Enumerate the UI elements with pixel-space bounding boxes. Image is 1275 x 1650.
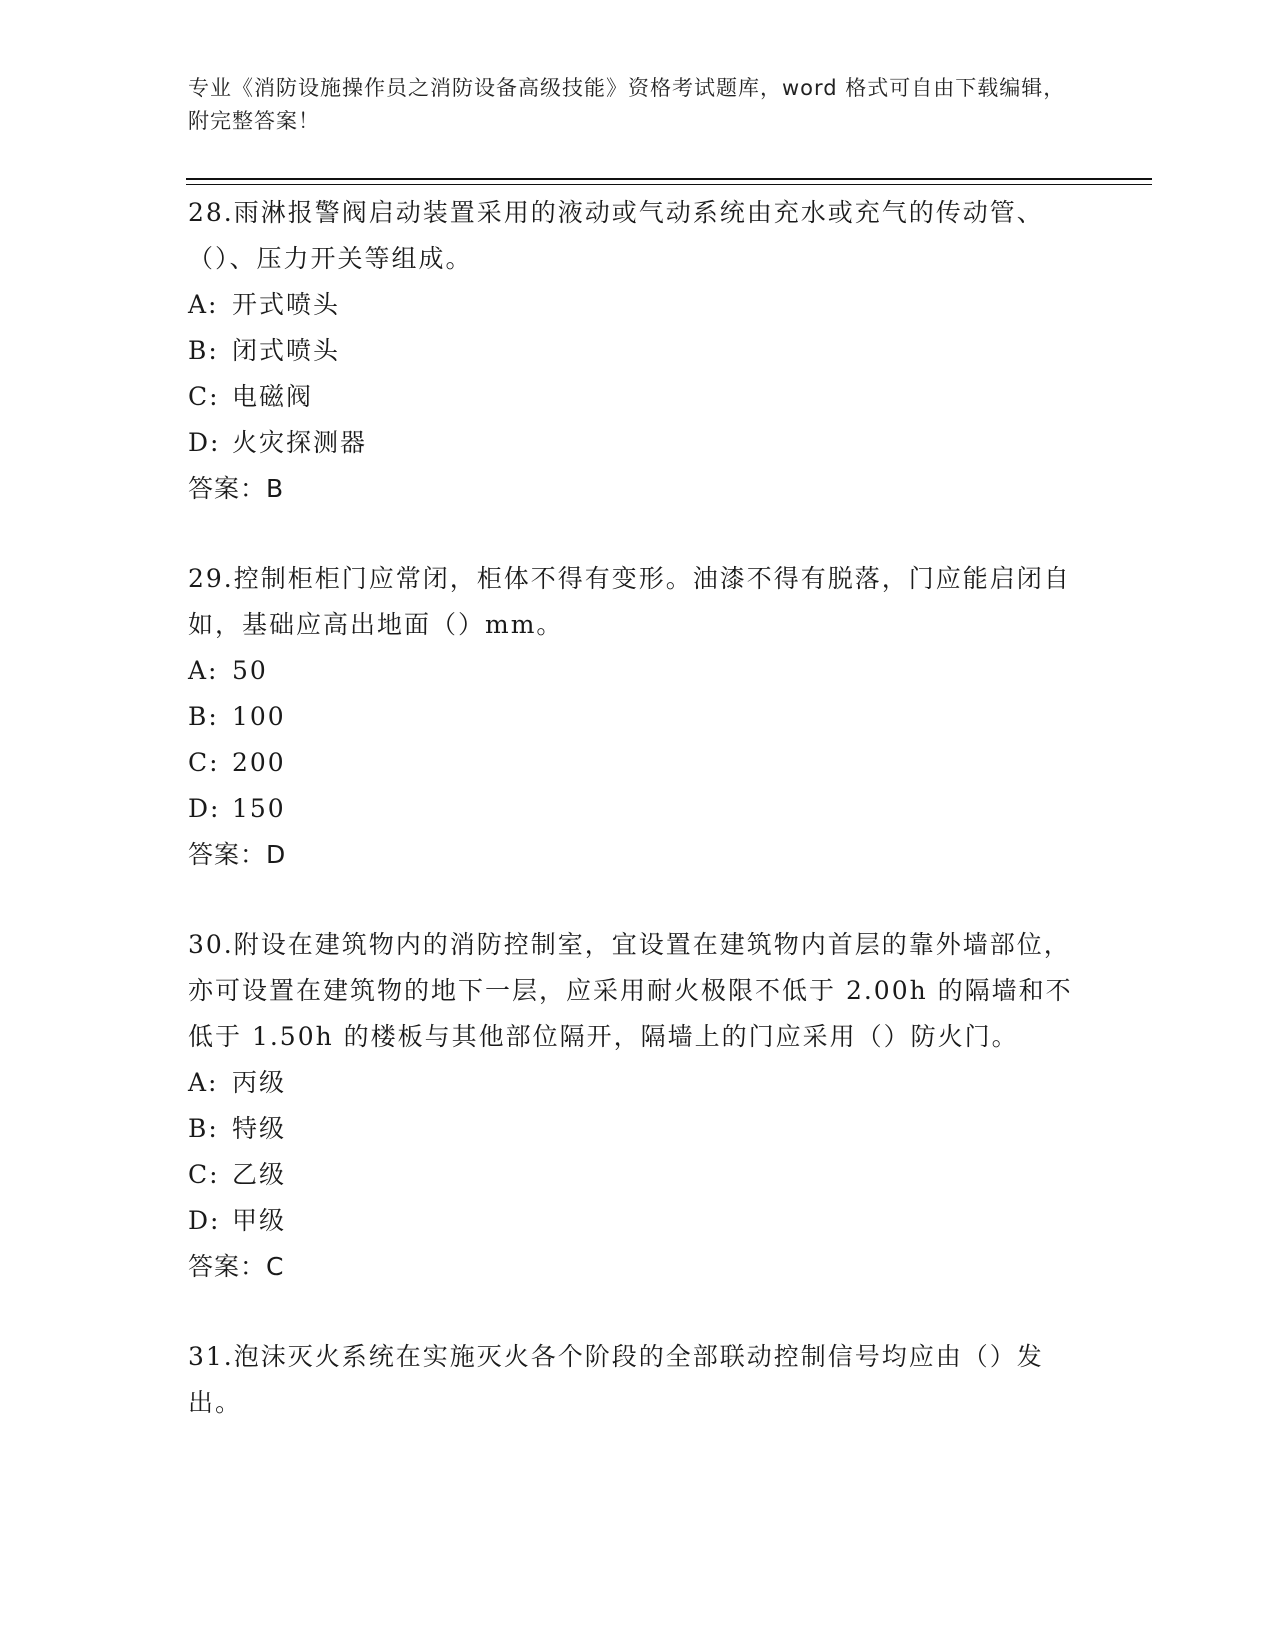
option-text: 50 (232, 656, 268, 685)
option-c (188, 740, 1088, 786)
option-text: 100 (232, 702, 286, 731)
option-a (188, 282, 1088, 328)
option-letter: C: (188, 382, 220, 411)
answer-label: 答案： (188, 1252, 267, 1281)
answer-label: 答案： (188, 474, 267, 503)
option-letter: A: (188, 1068, 219, 1097)
option-d (188, 786, 1088, 832)
document-header: 专业《消防设施操作员之消防设备高级技能》资格考试题库，word 格式可自由下载编辑，附完整答案！ (188, 76, 1066, 133)
option-text: 200 (232, 748, 286, 777)
question-stem: 31.泡沫灭火系统在实施灭火各个阶段的全部联动控制信号均应由（）发出。 (188, 1342, 1044, 1417)
option-text: 闭式喷头 (232, 336, 341, 365)
question-list (188, 190, 1088, 1470)
answer-value: C (266, 1252, 285, 1281)
option-a (188, 1060, 1088, 1106)
option-letter: B: (188, 702, 219, 731)
option-d (188, 420, 1088, 466)
option-letter: A: (188, 656, 219, 685)
question-stem: 30.附设在建筑物内的消防控制室，宜设置在建筑物内首层的靠外墙部位，亦可设置在建筑物的地下一层，应采用耐火极限不低于 2.00h 的隔墙和不低于 1.50h 的楼板与其他部位隔开，隔墙上的门应采用（）防火门。 (188, 930, 1073, 1051)
option-text: 甲级 (232, 1206, 287, 1235)
option-letter: B: (188, 336, 219, 365)
answer-line (188, 832, 1088, 878)
answer-line (188, 466, 1088, 512)
option-text: 火灾探测器 (232, 428, 368, 457)
option-b (188, 328, 1088, 374)
option-a (188, 648, 1088, 694)
option-letter: B: (188, 1114, 219, 1143)
option-text: 乙级 (232, 1160, 287, 1189)
header-divider-thin (186, 184, 1152, 185)
question-29 (188, 556, 1088, 878)
option-c (188, 1152, 1088, 1198)
option-letter: D: (188, 1206, 221, 1235)
option-d (188, 1198, 1088, 1244)
option-letter: C: (188, 748, 220, 777)
header-divider-thick (186, 178, 1152, 180)
option-text: 开式喷头 (232, 290, 341, 319)
question-28 (188, 190, 1088, 512)
question-30 (188, 922, 1088, 1290)
answer-line (188, 1244, 1088, 1290)
question-stem: 29.控制柜柜门应常闭，柜体不得有变形。油漆不得有脱落，门应能启闭自如，基础应高出地面（）mm。 (188, 564, 1071, 639)
option-text: 丙级 (232, 1068, 287, 1097)
answer-value: D (266, 840, 287, 869)
option-letter: A: (188, 290, 219, 319)
option-text: 150 (232, 794, 286, 823)
option-letter: D: (188, 794, 221, 823)
answer-value: B (266, 474, 285, 503)
option-text: 特级 (232, 1114, 287, 1143)
option-letter: C: (188, 1160, 220, 1189)
answer-label: 答案： (188, 840, 267, 869)
option-b (188, 1106, 1088, 1152)
question-stem: 28.雨淋报警阀启动装置采用的液动或气动系统由充水或充气的传动管、（）、压力开关等组成。 (188, 198, 1044, 273)
option-b (188, 694, 1088, 740)
option-letter: D: (188, 428, 221, 457)
option-text: 电磁阀 (232, 382, 314, 411)
option-c (188, 374, 1088, 420)
question-31 (188, 1334, 1088, 1426)
